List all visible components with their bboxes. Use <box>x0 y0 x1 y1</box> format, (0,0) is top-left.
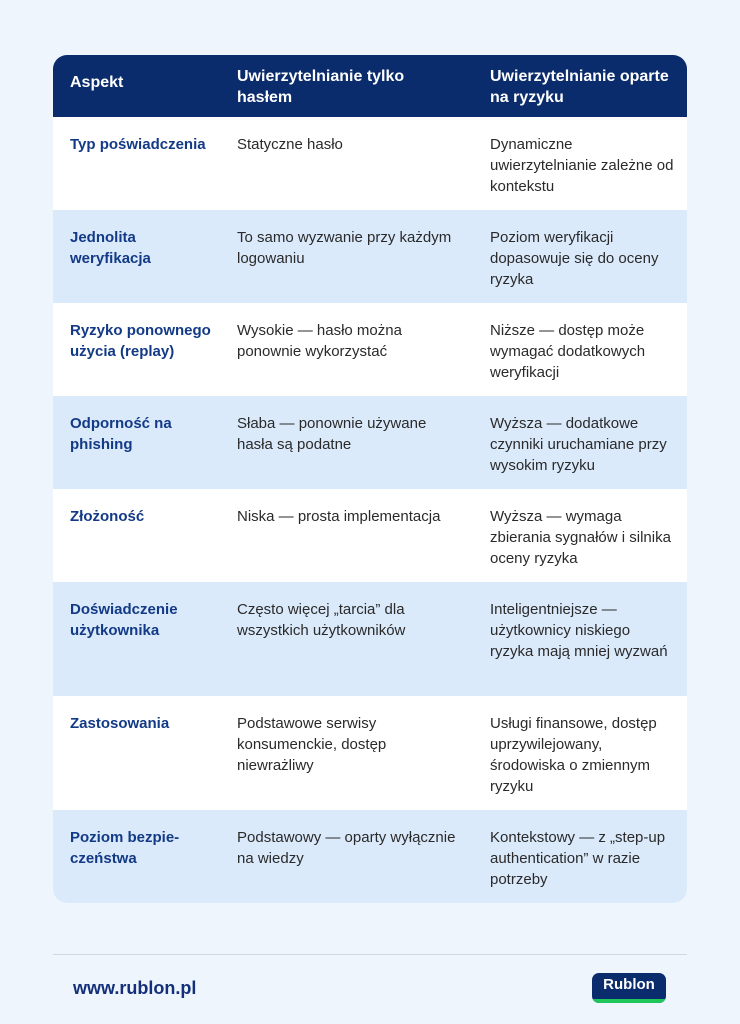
row-password-value: Często więcej „tarcia” dla wszystkich użytkowników <box>237 601 406 639</box>
row-aspect: Poziom bezpie-czeństwa <box>70 829 180 867</box>
logo-accent-bar <box>592 999 666 1003</box>
row-risk-value: Wyższa — wymaga zbierania sygnałów i silnika oceny ryzyka <box>490 508 671 567</box>
comparison-table <box>53 55 687 903</box>
row-password-value: Słaba — ponownie używane hasła są podatne <box>237 415 427 453</box>
row-risk-value: Inteligentniejsze — użytkownicy niskiego ryzyka mają mniej wyzwań <box>490 601 668 660</box>
row-password-value: Wysokie — hasło można ponownie wykorzystać <box>237 322 402 360</box>
table-row <box>53 117 687 210</box>
row-aspect: Doświadczenie użytkownika <box>70 601 178 639</box>
row-aspect: Zastosowania <box>70 715 170 732</box>
row-password-value: Statyczne hasło <box>237 136 343 153</box>
website-link[interactable]: www.rublon.pl <box>73 978 197 998</box>
row-password-value: Podstawowy — oparty wyłącznie na wiedzy <box>237 829 456 867</box>
row-risk-value: Niższe — dostęp może wymagać dodatkowych weryfikacji <box>490 322 646 381</box>
table-row <box>53 489 687 582</box>
row-risk-value: Dynamiczne uwierzytelnianie zależne od kontekstu <box>490 136 674 195</box>
logo-text: Rublon <box>603 976 655 993</box>
table-header <box>53 55 687 117</box>
table-row <box>53 303 687 396</box>
row-aspect: Ryzyko ponownego użycia (replay) <box>70 322 211 360</box>
row-risk-value: Poziom weryfikacji dopasowuje się do oceny ryzyka <box>490 229 659 288</box>
header-password-only: Uwierzytelnianie tylko hasłem <box>237 68 405 106</box>
row-risk-value: Usługi finansowe, dostęp uprzywilejowany, środowiska o zmiennym ryzyku <box>490 715 657 795</box>
row-password-value: Niska — prosta implementacja <box>237 508 441 525</box>
row-password-value: Podstawowe serwisy konsumenckie, dostęp niewrażliwy <box>237 715 387 774</box>
row-risk-value: Wyższa — dodatkowe czynniki uruchamiane przy wysokim ryzyku <box>490 415 667 474</box>
row-aspect: Jednolita weryfikacja <box>70 229 151 267</box>
row-aspect: Typ poświadczenia <box>70 136 206 153</box>
header-risk-based: Uwierzytelnianie oparte na ryzyku <box>490 68 669 106</box>
table-row <box>53 396 687 489</box>
row-aspect: Złożoność <box>70 508 145 525</box>
table-row <box>53 582 687 696</box>
row-risk-value: Kontekstowy — z „step-up authentication” w razie potrzeby <box>490 829 666 888</box>
header-aspect: Aspekt <box>70 74 124 91</box>
rublon-logo <box>592 973 666 1003</box>
row-password-value: To samo wyzwanie przy każdym logowaniu <box>237 229 452 267</box>
row-aspect: Odporność na phishing <box>70 415 172 453</box>
table-row <box>53 696 687 810</box>
table-row <box>53 210 687 303</box>
table-row <box>53 810 687 903</box>
footer-divider <box>53 954 687 955</box>
